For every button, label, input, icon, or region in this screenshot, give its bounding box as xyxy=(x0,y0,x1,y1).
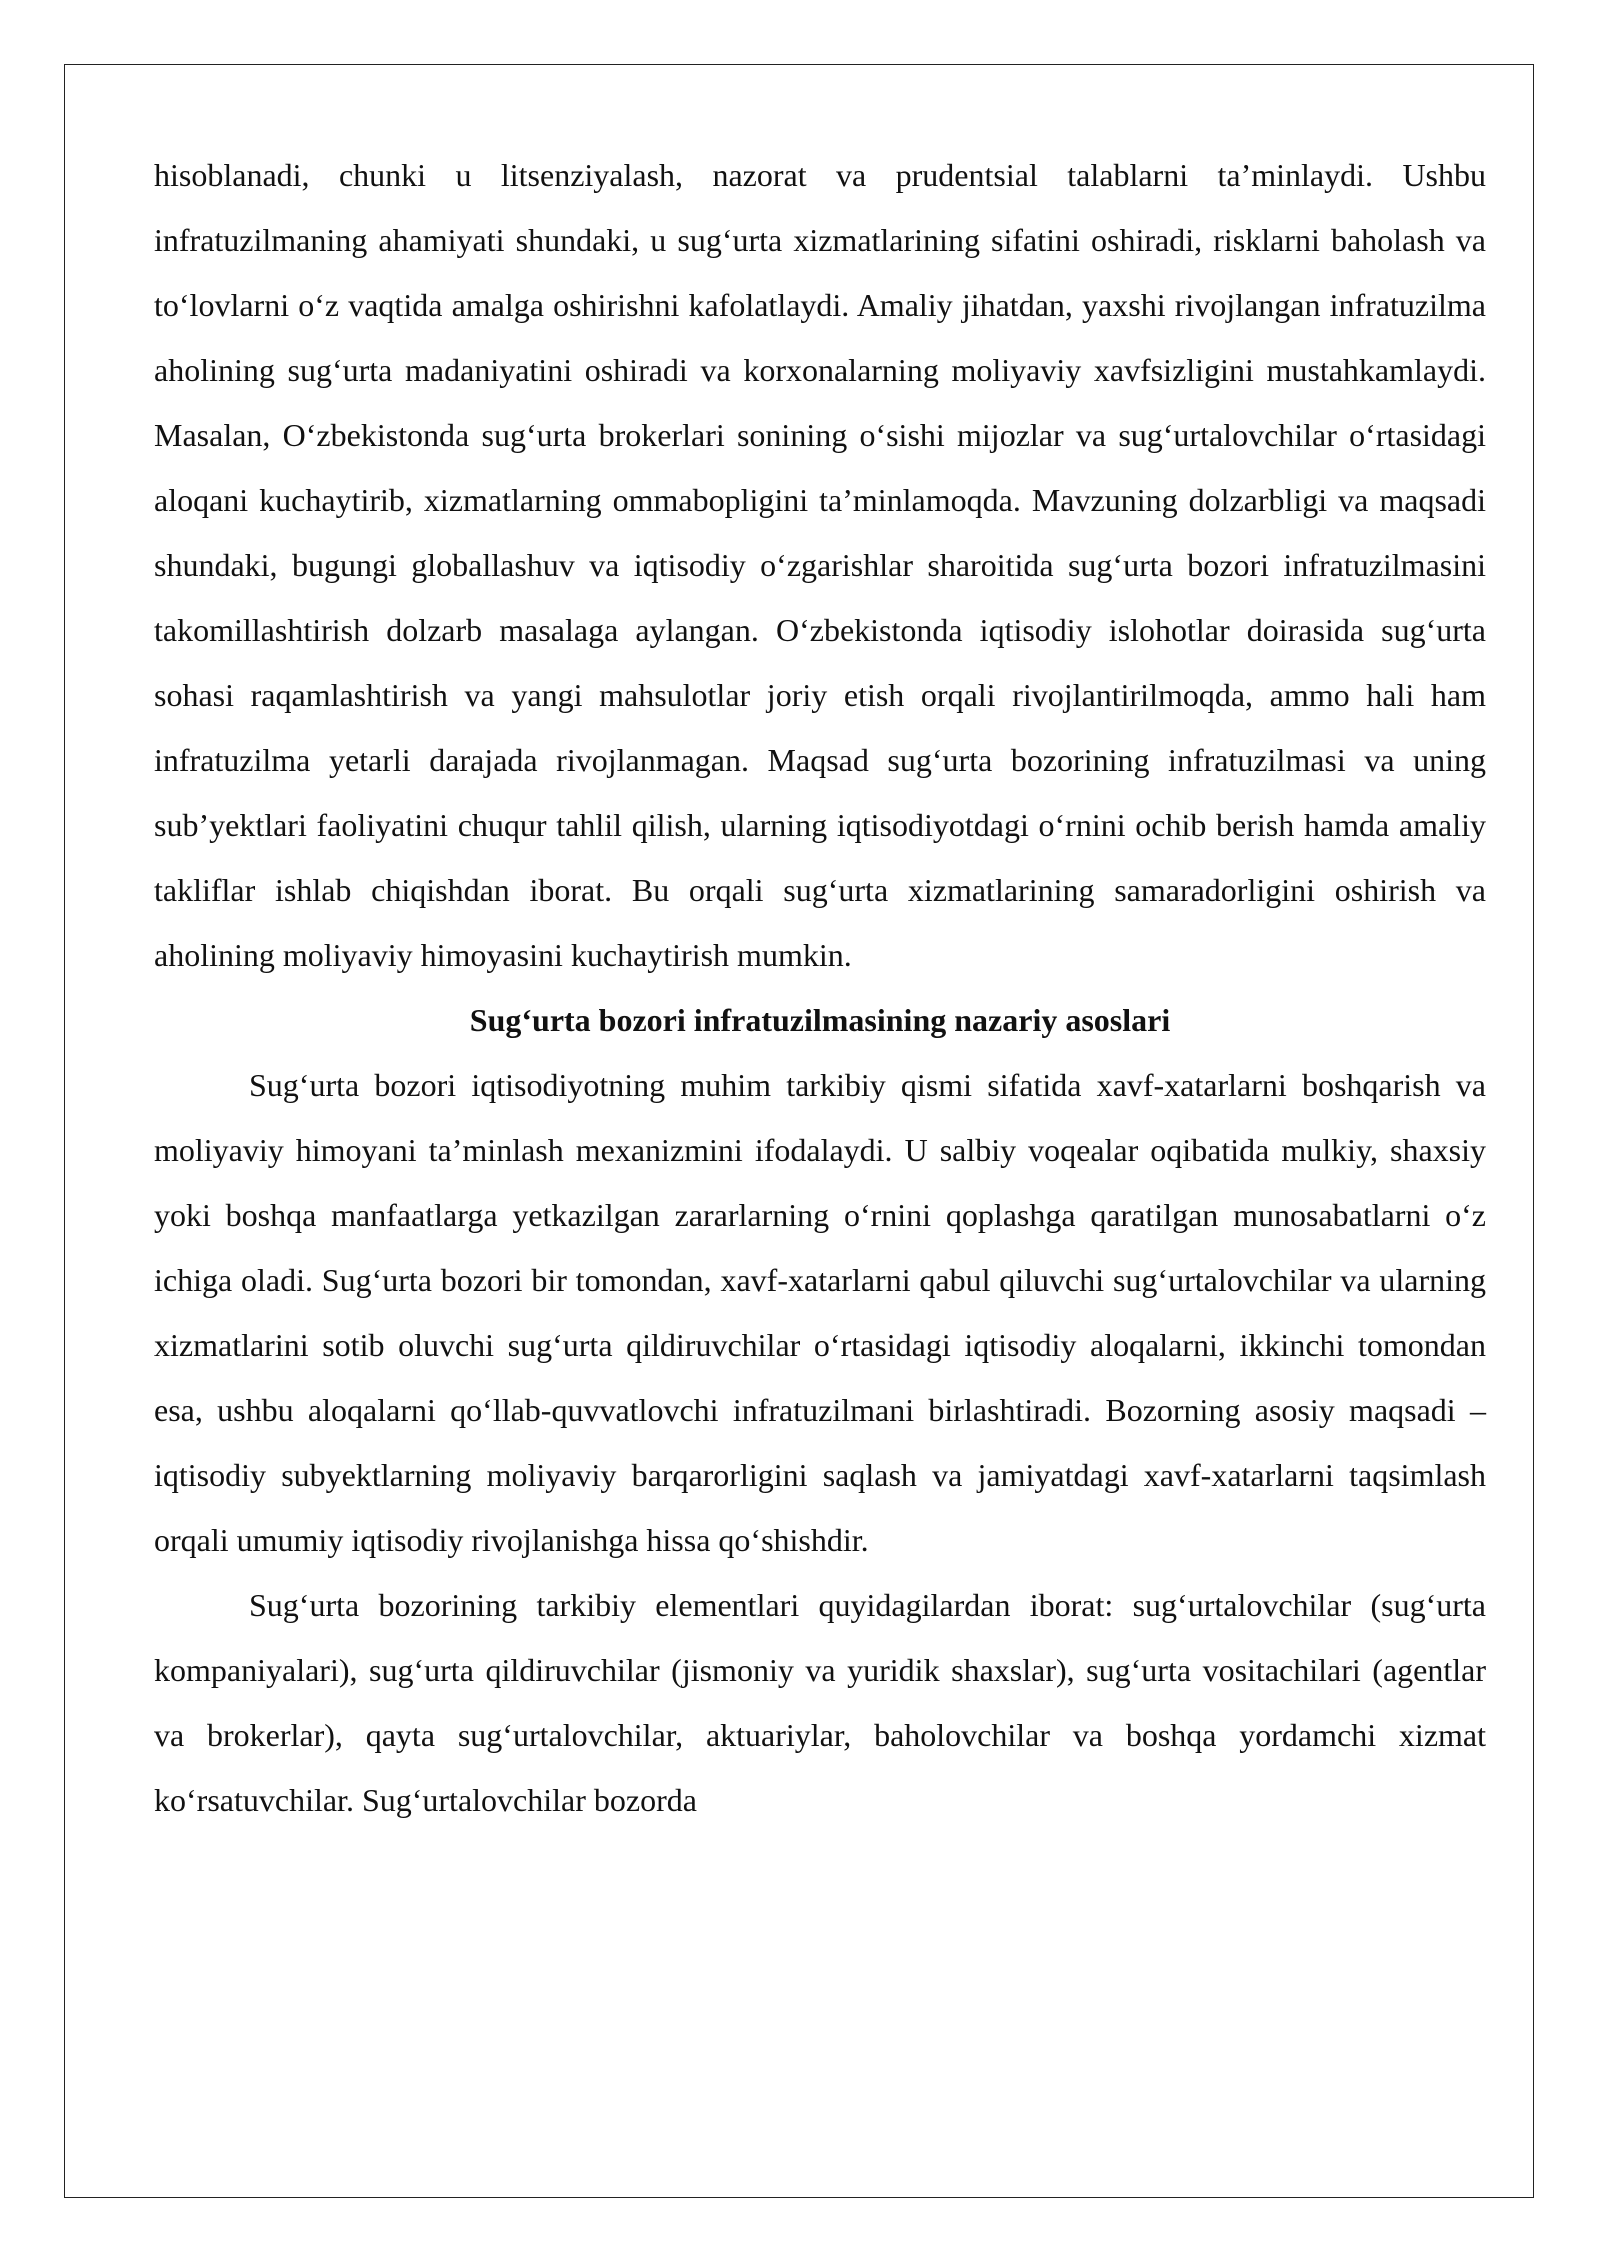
document-body xyxy=(154,143,1486,1833)
body-paragraph-3: Sug‘urta bozorining tarkibiy elementlari quyidagilardan iborat: sug‘urtalovchilar (sug‘urta kompaniyalari), sug‘urta qildiruvchilar (jismoniy va yuridik shaxslar), sug‘urta vositachilari (agentlar va brokerlar), qayta sug‘urtalovchilar, aktuariylar, baholovchilar va boshqa yordamchi xizmat ko‘rsatuvchilar. Sug‘urtalovchilar bozorda xyxy=(154,1587,1486,1818)
section-heading: Sug‘urta bozori infratuzilmasining nazariy asoslari xyxy=(469,1002,1171,1038)
body-paragraph-continued: hisoblanadi, chunki u litsenziyalash, nazorat va prudentsial talablarni ta’minlaydi. Ushbu infratuzilmaning ahamiyati shundaki, u sug‘urta xizmatlarining sifatini oshiradi, risklarni baholash va to‘lovlarni o‘z vaqtida amalga oshirishni kafolatlaydi. Amaliy jihatdan, yaxshi rivojlangan infratuzilma aholining sug‘urta madaniyatini oshiradi va korxonalarning moliyaviy xavfsizligini mustahkamlaydi. Masalan, O‘zbekistonda sug‘urta brokerlari sonining o‘sishi mijozlar va sug‘urtalovchilar o‘rtasidagi aloqani kuchaytirib, xizmatlarning ommabopligini ta’minlamoqda. Mavzuning dolzarbligi va maqsadi shundaki, bugungi globallashuv va iqtisodiy o‘zgarishlar sharoitida sug‘urta bozori infratuzilmasini takomillashtirish dolzarb masalaga aylangan. O‘zbekistonda iqtisodiy islohotlar doirasida sug‘urta sohasi raqamlashtirish va yangi mahsulotlar joriy etish orqali rivojlantirilmoqda, ammo hali ham infratuzilma yetarli darajada rivojlanmagan. Maqsad sug‘urta bozorining infratuzilmasi va uning sub’yektlari faoliyatini chuqur tahlil qilish, ularning iqtisodiyotdagi o‘rnini ochib berish hamda amaliy takliflar ishlab chiqishdan iborat. Bu orqali sug‘urta xizmatlarining samaradorligini oshirish va aholining moliyaviy himoyasini kuchaytirish mumkin. xyxy=(154,157,1486,973)
body-paragraph-2: Sug‘urta bozori iqtisodiyotning muhim tarkibiy qismi sifatida xavf-xatarlarni boshqarish va moliyaviy himoyani ta’minlash mexanizmini ifodalaydi. U salbiy voqealar oqibatida mulkiy, shaxsiy yoki boshqa manfaatlarga yetkazilgan zararlarning o‘rnini qoplashga qaratilgan munosabatlarni o‘z ichiga oladi. Sug‘urta bozori bir tomondan, xavf-xatarlarni qabul qiluvchi sug‘urtalovchilar va ularning xizmatlarini sotib oluvchi sug‘urta qildiruvchilar o‘rtasidagi iqtisodiy aloqalarni, ikkinchi tomondan esa, ushbu aloqalarni qo‘llab-quvvatlovchi infratuzilmani birlashtiradi. Bozorning asosiy maqsadi – iqtisodiy subyektlarning moliyaviy barqarorligini saqlash va jamiyatdagi xavf-xatarlarni taqsimlash orqali umumiy iqtisodiy rivojlanishga hissa qo‘shishdir. xyxy=(154,1067,1486,1558)
